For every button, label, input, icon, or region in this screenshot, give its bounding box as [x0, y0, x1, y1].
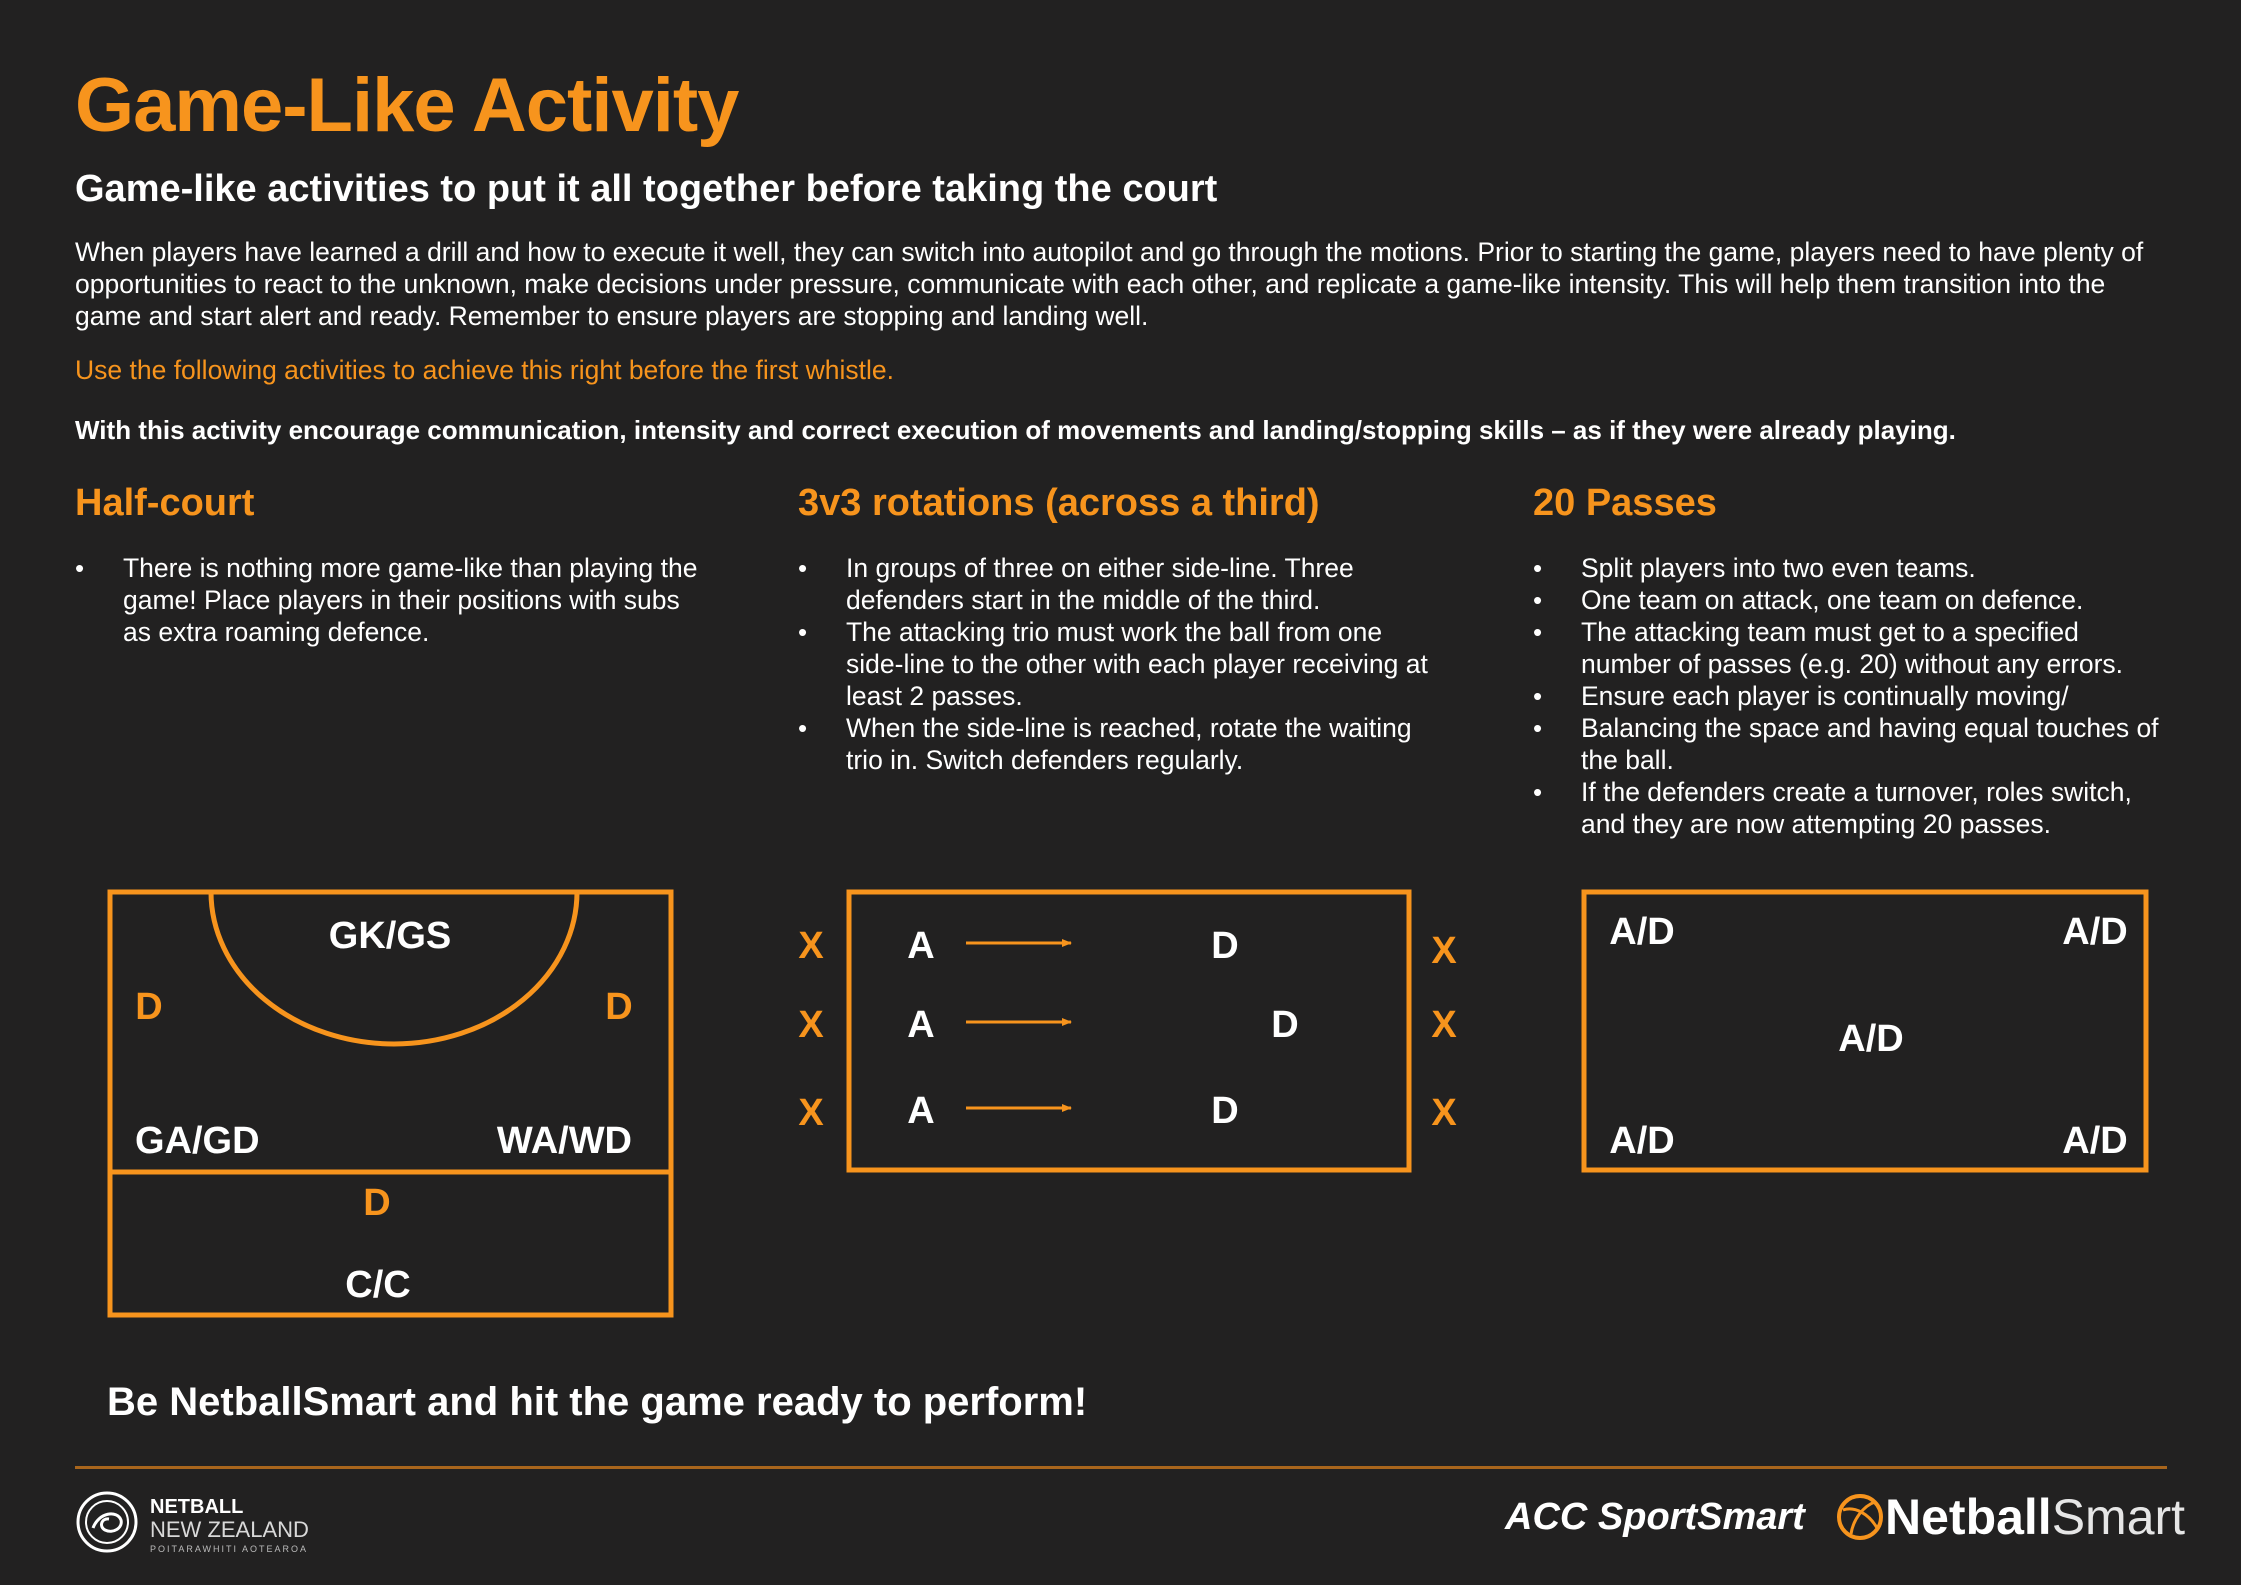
- page-subtitle: Game-like activities to put it all together before taking the court: [75, 168, 1218, 210]
- waiting-player-right: X: [1431, 930, 1457, 972]
- defender-left-label: D: [135, 986, 163, 1028]
- defender-centre-label: D: [363, 1182, 391, 1224]
- half-court-diagram: [110, 892, 671, 1315]
- centre-label: C/C: [345, 1264, 411, 1306]
- list-item: • Split players into two even teams.: [1533, 552, 2173, 584]
- netballsmart-bold: Netball: [1885, 1489, 2052, 1545]
- attacker-label: A: [907, 1090, 935, 1132]
- netballsmart-wordmark: [1885, 1488, 2185, 1546]
- twenty-passes-heading: 20 Passes: [1533, 482, 1717, 524]
- list-item: • In groups of three on either side-line. Three defenders start in the middle of the third.: [798, 552, 1438, 616]
- attacker-label: A: [907, 925, 935, 967]
- ga-gd-label: GA/GD: [135, 1120, 260, 1162]
- rotations-heading: 3v3 rotations (across a third): [798, 482, 1320, 524]
- list-item: • When the side-line is reached, rotate the waiting trio in. Switch defenders regularly.: [798, 712, 1438, 776]
- netball-nz-name: NETBALL: [150, 1496, 244, 1518]
- defender-label: D: [1211, 925, 1239, 967]
- defender-label: D: [1211, 1090, 1239, 1132]
- page-title: Game-Like Activity: [75, 63, 739, 148]
- waiting-player-left: X: [798, 925, 824, 967]
- defender-label: D: [1271, 1004, 1299, 1046]
- netball-nz-logo: [75, 1490, 315, 1560]
- use-following-line: Use the following activities to achieve this right before the first whistle.: [75, 355, 894, 385]
- list-item: • If the defenders create a turnover, roles switch, and they are now attempting 20 passes.: [1533, 776, 2173, 840]
- list-item: • The attacking team must get to a specified number of passes (e.g. 20) without any errors.: [1533, 616, 2173, 680]
- list-item: • Balancing the space and having equal touches of the ball.: [1533, 712, 2173, 776]
- wa-wd-label: WA/WD: [496, 1120, 632, 1162]
- netball-nz-emblem-icon: [75, 1490, 139, 1554]
- half-court-heading: Half-court: [75, 482, 255, 524]
- acc-sportsmart-logo: ACC SportSmart: [1505, 1496, 1805, 1538]
- player-label: A/D: [2062, 1120, 2128, 1162]
- waiting-player-left: X: [798, 1092, 824, 1134]
- player-label: A/D: [1838, 1018, 1904, 1060]
- netball-nz-maori-name: POITARAWHITI AOTEAROA: [150, 1544, 309, 1554]
- encourage-line: With this activity encourage communication, intensity and correct execution of movements and landing/stopping skills – as if they were already playing.: [75, 415, 1956, 445]
- list-item: • One team on attack, one team on defence.: [1533, 584, 2173, 616]
- tagline: Be NetballSmart and hit the game ready to perform!: [107, 1380, 1088, 1424]
- waiting-player-right: X: [1431, 1004, 1457, 1046]
- player-label: A/D: [1609, 911, 1675, 953]
- list-item: • There is nothing more game-like than playing the game! Place players in their positions with subs as extra roaming defence.: [75, 552, 715, 648]
- defender-right-label: D: [605, 986, 633, 1028]
- player-label: A/D: [2062, 911, 2128, 953]
- attacker-label: A: [907, 1004, 935, 1046]
- gk-gs-label: GK/GS: [328, 915, 452, 957]
- rotations-diagram: [798, 892, 1457, 1170]
- waiting-player-right: X: [1431, 1092, 1457, 1134]
- list-item: • Ensure each player is continually moving/: [1533, 680, 2173, 712]
- passes-diagram: [1584, 892, 2146, 1170]
- netball-nz-country: NEW ZEALAND: [150, 1517, 309, 1542]
- intro-paragraph: When players have learned a drill and how to execute it well, they can switch into autopilot and go through the motions. Prior to starting the game, players need to have plenty of opportunities to react to the unknown, make decisions under pressure, communicate with each other, and replicate a game-like intensity. This will help them transition into the game and start alert and ready. Remember to ensure players are stopping and landing well.: [75, 237, 2144, 331]
- netball-ball-icon: [1835, 1492, 1885, 1542]
- waiting-player-left: X: [798, 1004, 824, 1046]
- list-item: • The attacking trio must work the ball from one side-line to the other with each player receiving at least 2 passes.: [798, 616, 1438, 712]
- player-label: A/D: [1609, 1120, 1675, 1162]
- footer-divider: [75, 1466, 2167, 1469]
- netballsmart-light: Smart: [2051, 1489, 2186, 1545]
